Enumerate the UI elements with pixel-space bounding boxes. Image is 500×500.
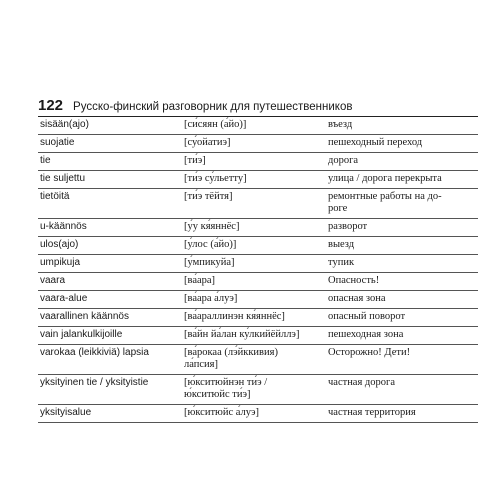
table-row — [38, 309, 478, 327]
russian-translation: Осторожно! Дети! — [328, 347, 411, 358]
finnish-term: tie — [40, 155, 51, 166]
russian-translation: разворот — [328, 221, 368, 232]
finnish-term: vaara-alue — [40, 293, 88, 304]
transcription: [ю́кситюйнэн ти́э / ю́кситюйс ти́э] — [184, 377, 268, 400]
page-header — [38, 97, 478, 114]
table-row — [38, 219, 478, 237]
transcription: [у́мпикуйа] — [184, 257, 235, 268]
russian-translation: дорога — [328, 155, 359, 166]
transcription: [ва́йн йа́лан ку́лкийёйллэ] — [184, 329, 300, 340]
finnish-term: yksityisalue — [40, 407, 92, 418]
transcription: [си́сяян (а́йо)] — [184, 119, 247, 130]
russian-translation: тупик — [328, 257, 355, 268]
transcription: [у́у кя́яннёс] — [184, 221, 240, 232]
table-row — [38, 345, 478, 375]
russian-translation: пешеходный переход — [328, 137, 423, 148]
table-row — [38, 255, 478, 273]
finnish-term: tie suljettu — [40, 173, 86, 184]
finnish-term: umpikuja — [40, 257, 81, 268]
russian-translation: частная территория — [328, 407, 416, 418]
table-row — [38, 405, 478, 423]
transcription: [ва́араллинэн кя́яннёс] — [184, 311, 285, 322]
transcription: [ти́э] — [184, 155, 206, 166]
finnish-term: suojatie — [40, 137, 75, 148]
transcription: [ва́ара а́луэ] — [184, 293, 238, 304]
transcription: [ва́рокаа (лэ́йккивия) ла́псия] — [184, 347, 278, 370]
russian-translation: въезд — [328, 119, 353, 130]
finnish-term: vaara — [40, 275, 66, 286]
russian-translation: опасный поворот — [328, 311, 406, 322]
phrase-table — [38, 116, 478, 423]
russian-translation: улица / дорога перекрыта — [328, 173, 442, 184]
table-row — [38, 327, 478, 345]
page-title: Русско-финский разговорник для путешественников — [73, 101, 353, 113]
transcription: [у́лос (а́йо)] — [184, 239, 237, 250]
transcription: [ти́э су́льетту] — [184, 173, 247, 184]
finnish-term: ulos(ajo) — [40, 239, 79, 250]
russian-translation: частная дорога — [328, 377, 395, 388]
russian-translation: ремонтные работы на до- роге — [328, 191, 442, 214]
table-row — [38, 117, 478, 135]
russian-translation: пешеходная зона — [328, 329, 404, 340]
table-row — [38, 375, 478, 405]
transcription: [ю́кситюйс а́луэ] — [184, 407, 260, 418]
russian-translation: выезд — [328, 239, 355, 250]
table-row — [38, 189, 478, 219]
transcription: [ва́ара] — [184, 275, 216, 286]
finnish-term: yksityinen tie / yksityistie — [40, 377, 149, 388]
transcription: [су́ойатиэ] — [184, 137, 231, 148]
finnish-term: vain jalankulkijoille — [40, 329, 123, 340]
finnish-term: tietöitä — [40, 191, 70, 202]
finnish-term: vaarallinen käännös — [40, 311, 129, 322]
russian-translation: Опасность! — [328, 275, 380, 286]
page-number: 122 — [38, 97, 64, 114]
table-row — [38, 153, 478, 171]
table-row — [38, 237, 478, 255]
finnish-term: varokaa (leikkiviä) lapsia — [40, 347, 149, 358]
table-row — [38, 291, 478, 309]
transcription: [ти́э тёйтя] — [184, 191, 233, 202]
finnish-term: u-käännös — [40, 221, 87, 232]
table-row — [38, 273, 478, 291]
russian-translation: опасная зона — [328, 293, 386, 304]
table-row — [38, 135, 478, 153]
finnish-term: sisään(ajo) — [40, 119, 89, 130]
table-row — [38, 171, 478, 189]
